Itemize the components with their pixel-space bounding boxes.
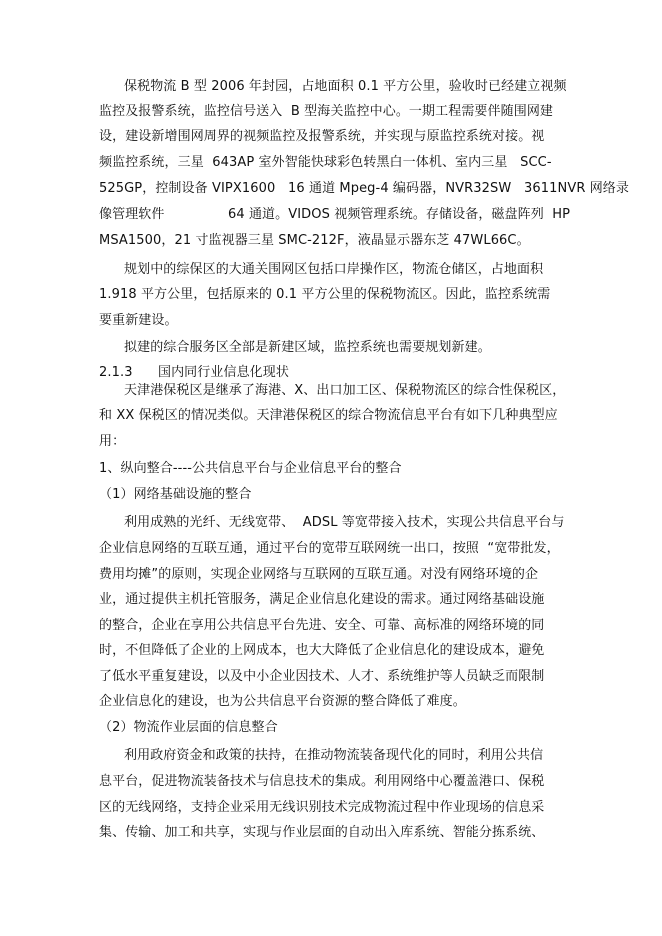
paragraph-5-line-6: 时，不但降低了企业的上网成本，也大大降低了企业信息化的建设成本，避免 <box>99 643 545 658</box>
subitem-2-heading: （2）物流作业层面的信息整合 <box>99 720 278 735</box>
subitem-1-heading: （1）网络基础设施的整合 <box>99 487 252 502</box>
paragraph-6-line-1: 利用政府资金和政策的扶持，在推动物流装备现代化的同时，利用公共信 <box>124 748 544 763</box>
paragraph-5-line-5: 的整合，企业在享用公共信息平台先进、安全、可靠、高标准的网络环境的同 <box>99 618 545 633</box>
paragraph-5-line-3: 费用均摊”的原则，实现企业网络与互联网的互联互通。对没有网络环境的企 <box>99 567 539 582</box>
section-heading: 2.1.3 国内同行业信息化现状 <box>99 365 289 380</box>
paragraph-6-line-4: 集、传输、加工和共享，实现与作业层面的自动出入库系统、智能分拣系统、 <box>99 825 545 840</box>
paragraph-1-line-1: 保税物流 B 型 2006 年封园，占地面积 0.1 平方公里，验收时已经建立视频 <box>124 79 567 94</box>
paragraph-5-line-2: 企业信息网络的互联互通，通过平台的宽带互联网统一出口，按照 “宽带批发， <box>99 541 560 556</box>
paragraph-5-line-7: 了低水平重复建设，以及中小企业因技术、人才、系统维护等人员缺乏而限制 <box>99 669 545 684</box>
paragraph-4-line-1: 天津港保税区是继承了海港、X、出口加工区、保税物流区的综合性保税区， <box>124 383 566 398</box>
paragraph-2-line-1: 规划中的综保区的大通关围网区包括口岸操作区，物流仓储区，占地面积 <box>124 262 544 277</box>
paragraph-2-line-3: 要重新建设。 <box>99 313 178 328</box>
paragraph-4-line-2: 和 XX 保税区的情况类似。天津港保税区的综合物流信息平台有如下几种典型应 <box>99 408 558 423</box>
paragraph-1-line-5: 525GP，控制设备 VIPX1600 16 通道 Mpeg-4 编码器，NVR32SW 3611NVR 网络录 <box>99 181 629 196</box>
paragraph-2-line-2: 1.918 平方公里，包括原来的 0.1 平方公里的保税物流区。因此，监控系统需 <box>99 287 551 302</box>
numbered-item-1: 1、纵向整合----公共信息平台与企业信息平台的整合 <box>99 461 402 476</box>
paragraph-6-line-3: 区的无线网络，支持企业采用无线识别技术完成物流过程中作业现场的信息采 <box>99 800 545 815</box>
paragraph-5-line-8: 企业信息化的建设，也为公共信息平台资源的整合降低了难度。 <box>99 694 466 709</box>
paragraph-1-line-6: 像管理软件 64 通道。VIDOS 视频管理系统。存储设备，磁盘阵列 HP <box>99 207 571 222</box>
paragraph-1-line-3: 设，建设新增围网周界的视频监控及报警系统，并实现与原监控系统对接。视 <box>99 129 545 144</box>
paragraph-5-line-1: 利用成熟的光纤、无线宽带、 ADSL 等宽带接入技术，实现公共信息平台与 <box>124 515 565 530</box>
paragraph-1-line-2: 监控及报警系统，监控信号送入 B 型海关监控中心。一期工程需要伴随围网建 <box>99 104 554 119</box>
paragraph-4-line-3: 用： <box>99 434 126 449</box>
paragraph-3: 拟建的综合服务区全部是新建区域，监控系统也需要规划新建。 <box>124 340 491 355</box>
paragraph-1-line-7: MSA1500，21 寸监视器三星 SMC-212F，液晶显示器东芝 47WL66C。 <box>99 233 530 248</box>
paragraph-6-line-2: 息平台，促进物流装备技术与信息技术的集成。利用网络中心覆盖港口、保税 <box>99 774 545 789</box>
paragraph-1-line-4: 频监控系统，三星 643AP 室外智能快球彩色转黑白一体机、室内三星 SCC- <box>99 155 552 170</box>
paragraph-5-line-4: 业，通过提供主机托管服务，满足企业信息化建设的需求。通过网络基础设施 <box>99 592 545 607</box>
